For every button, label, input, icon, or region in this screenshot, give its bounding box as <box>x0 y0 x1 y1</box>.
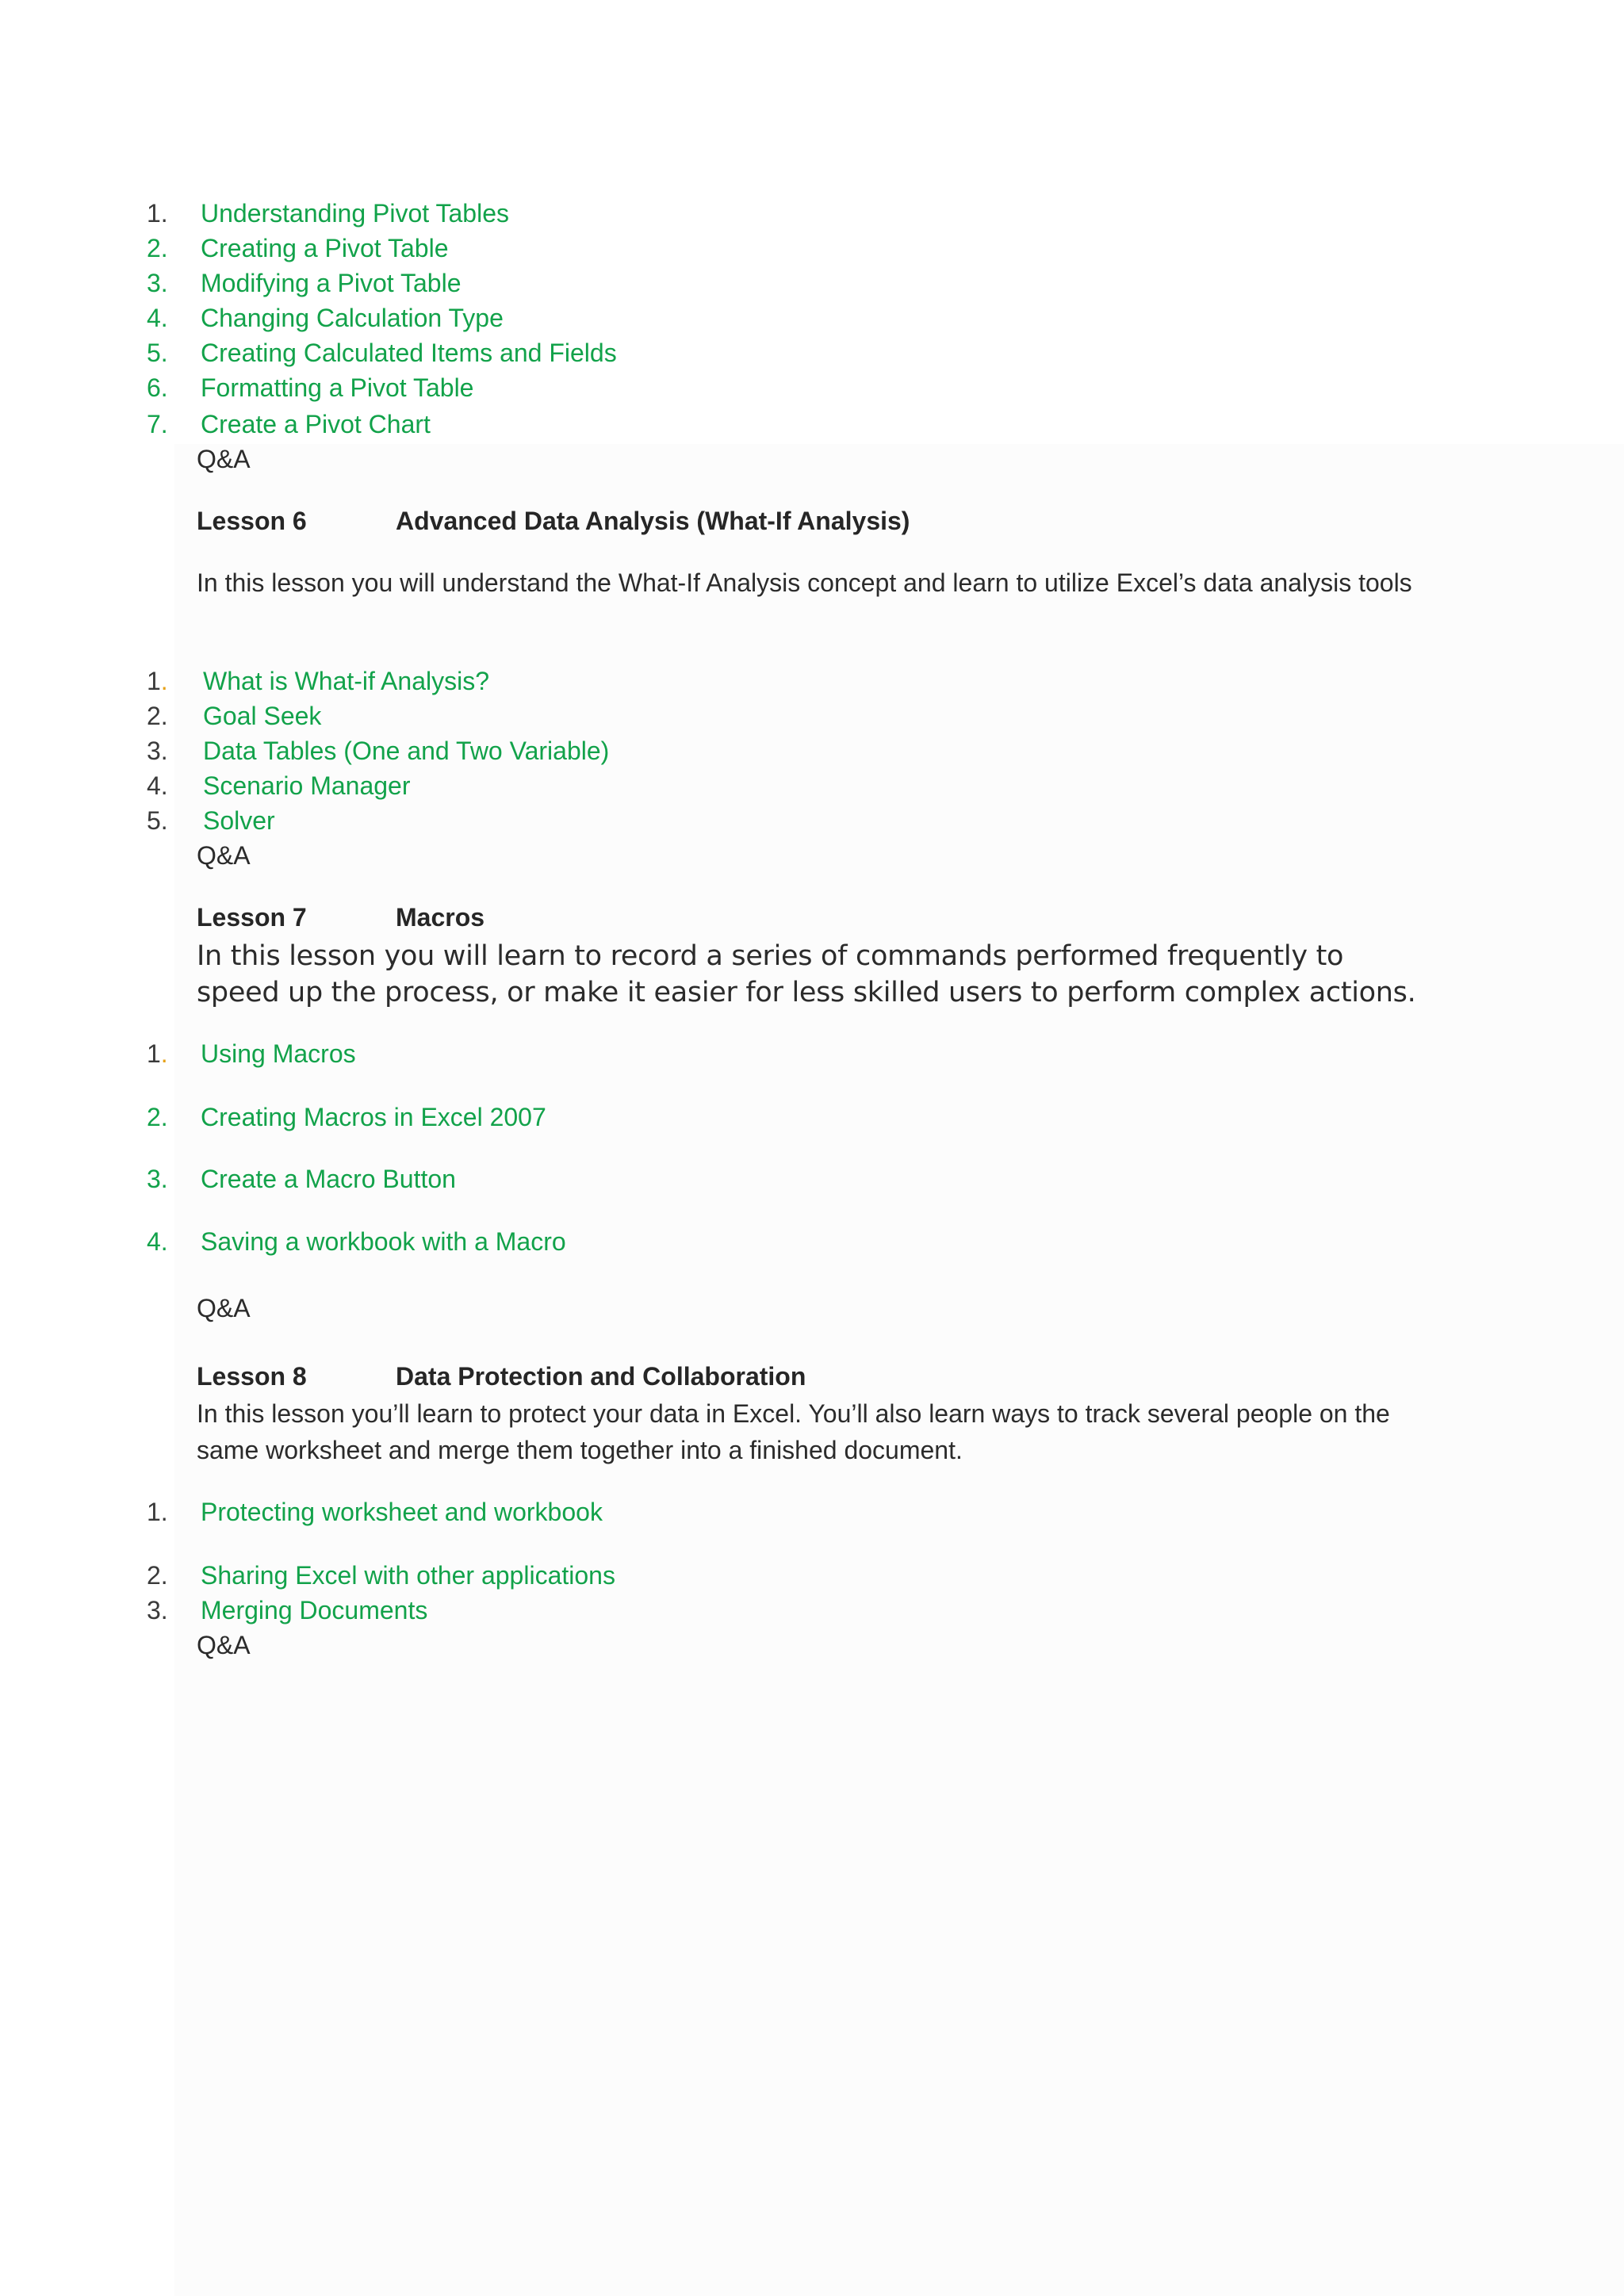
list-item-label: Saving a workbook with a Macro <box>201 1227 566 1256</box>
list-number: 4. <box>147 1227 168 1256</box>
lesson-number: Lesson 8 <box>197 1362 307 1391</box>
lesson-description: In this lesson you will understand the What-If Analysis concept and learn to utilize Excel’s data analysis tools <box>197 568 1412 597</box>
list-item-label: Merging Documents <box>201 1596 428 1624</box>
list-number: 5. <box>147 806 168 835</box>
qa-label: Q&A <box>197 445 251 473</box>
list-item-label: Sharing Excel with other applications <box>201 1561 615 1590</box>
list-item-label: Scenario Manager <box>203 771 411 800</box>
list-item-label: Create a Macro Button <box>201 1165 456 1193</box>
list-item-label: Data Tables (One and Two Variable) <box>203 737 610 765</box>
list-item-label: Creating Macros in Excel 2007 <box>201 1103 546 1131</box>
list-number: 1. <box>147 667 168 695</box>
lesson-number: Lesson 6 <box>197 507 307 535</box>
list-number: 3. <box>147 269 168 297</box>
list-item-label: What is What-if Analysis? <box>203 667 489 695</box>
list-item-label: Goal Seek <box>203 702 322 730</box>
list-item-label: Protecting worksheet and workbook <box>201 1498 603 1526</box>
lesson-number: Lesson 7 <box>197 903 307 932</box>
list-number: 2. <box>147 1561 168 1590</box>
list-item-label: Understanding Pivot Tables <box>201 199 509 228</box>
lesson-title: Data Protection and Collaboration <box>396 1362 806 1391</box>
list-number: 2. <box>147 1103 168 1131</box>
list-item-label: Modifying a Pivot Table <box>201 269 462 297</box>
list-number: 4. <box>147 304 168 332</box>
list-number: 7. <box>147 410 168 438</box>
list-number: 3. <box>147 1165 168 1193</box>
list-item-label: Using Macros <box>201 1039 356 1068</box>
list-item-label: Creating Calculated Items and Fields <box>201 339 617 367</box>
list-number: 1. <box>147 1039 168 1068</box>
list-number: 4. <box>147 771 168 800</box>
list-number: 6. <box>147 373 168 402</box>
list-number: 1. <box>147 1498 168 1526</box>
lesson-description: In this lesson you will learn to record a series of commands performed frequently to speed up the process, or make it easier for less skilled users to perform complex actions. <box>197 940 1416 1008</box>
qa-label: Q&A <box>197 1631 251 1659</box>
list-item-label: Creating a Pivot Table <box>201 234 449 262</box>
lesson-description: In this lesson you’ll learn to protect your data in Excel. You’ll also learn ways to track several people on the same worksheet and merge them together into a finished document. <box>197 1399 1390 1464</box>
list-item-label: Changing Calculation Type <box>201 304 504 332</box>
list-number: 2. <box>147 234 168 262</box>
lesson-title: Macros <box>396 903 485 932</box>
list-item-label: Formatting a Pivot Table <box>201 373 474 402</box>
lesson-title: Advanced Data Analysis (What-If Analysis) <box>396 507 910 535</box>
list-number: 1. <box>147 199 168 228</box>
list-number: 3. <box>147 1596 168 1624</box>
list-item-label: Create a Pivot Chart <box>201 410 431 438</box>
list-number: 3. <box>147 737 168 765</box>
list-number: 5. <box>147 339 168 367</box>
qa-label: Q&A <box>197 841 251 870</box>
list-number: 2. <box>147 702 168 730</box>
list-item-label: Solver <box>203 806 275 835</box>
qa-label: Q&A <box>197 1294 251 1322</box>
